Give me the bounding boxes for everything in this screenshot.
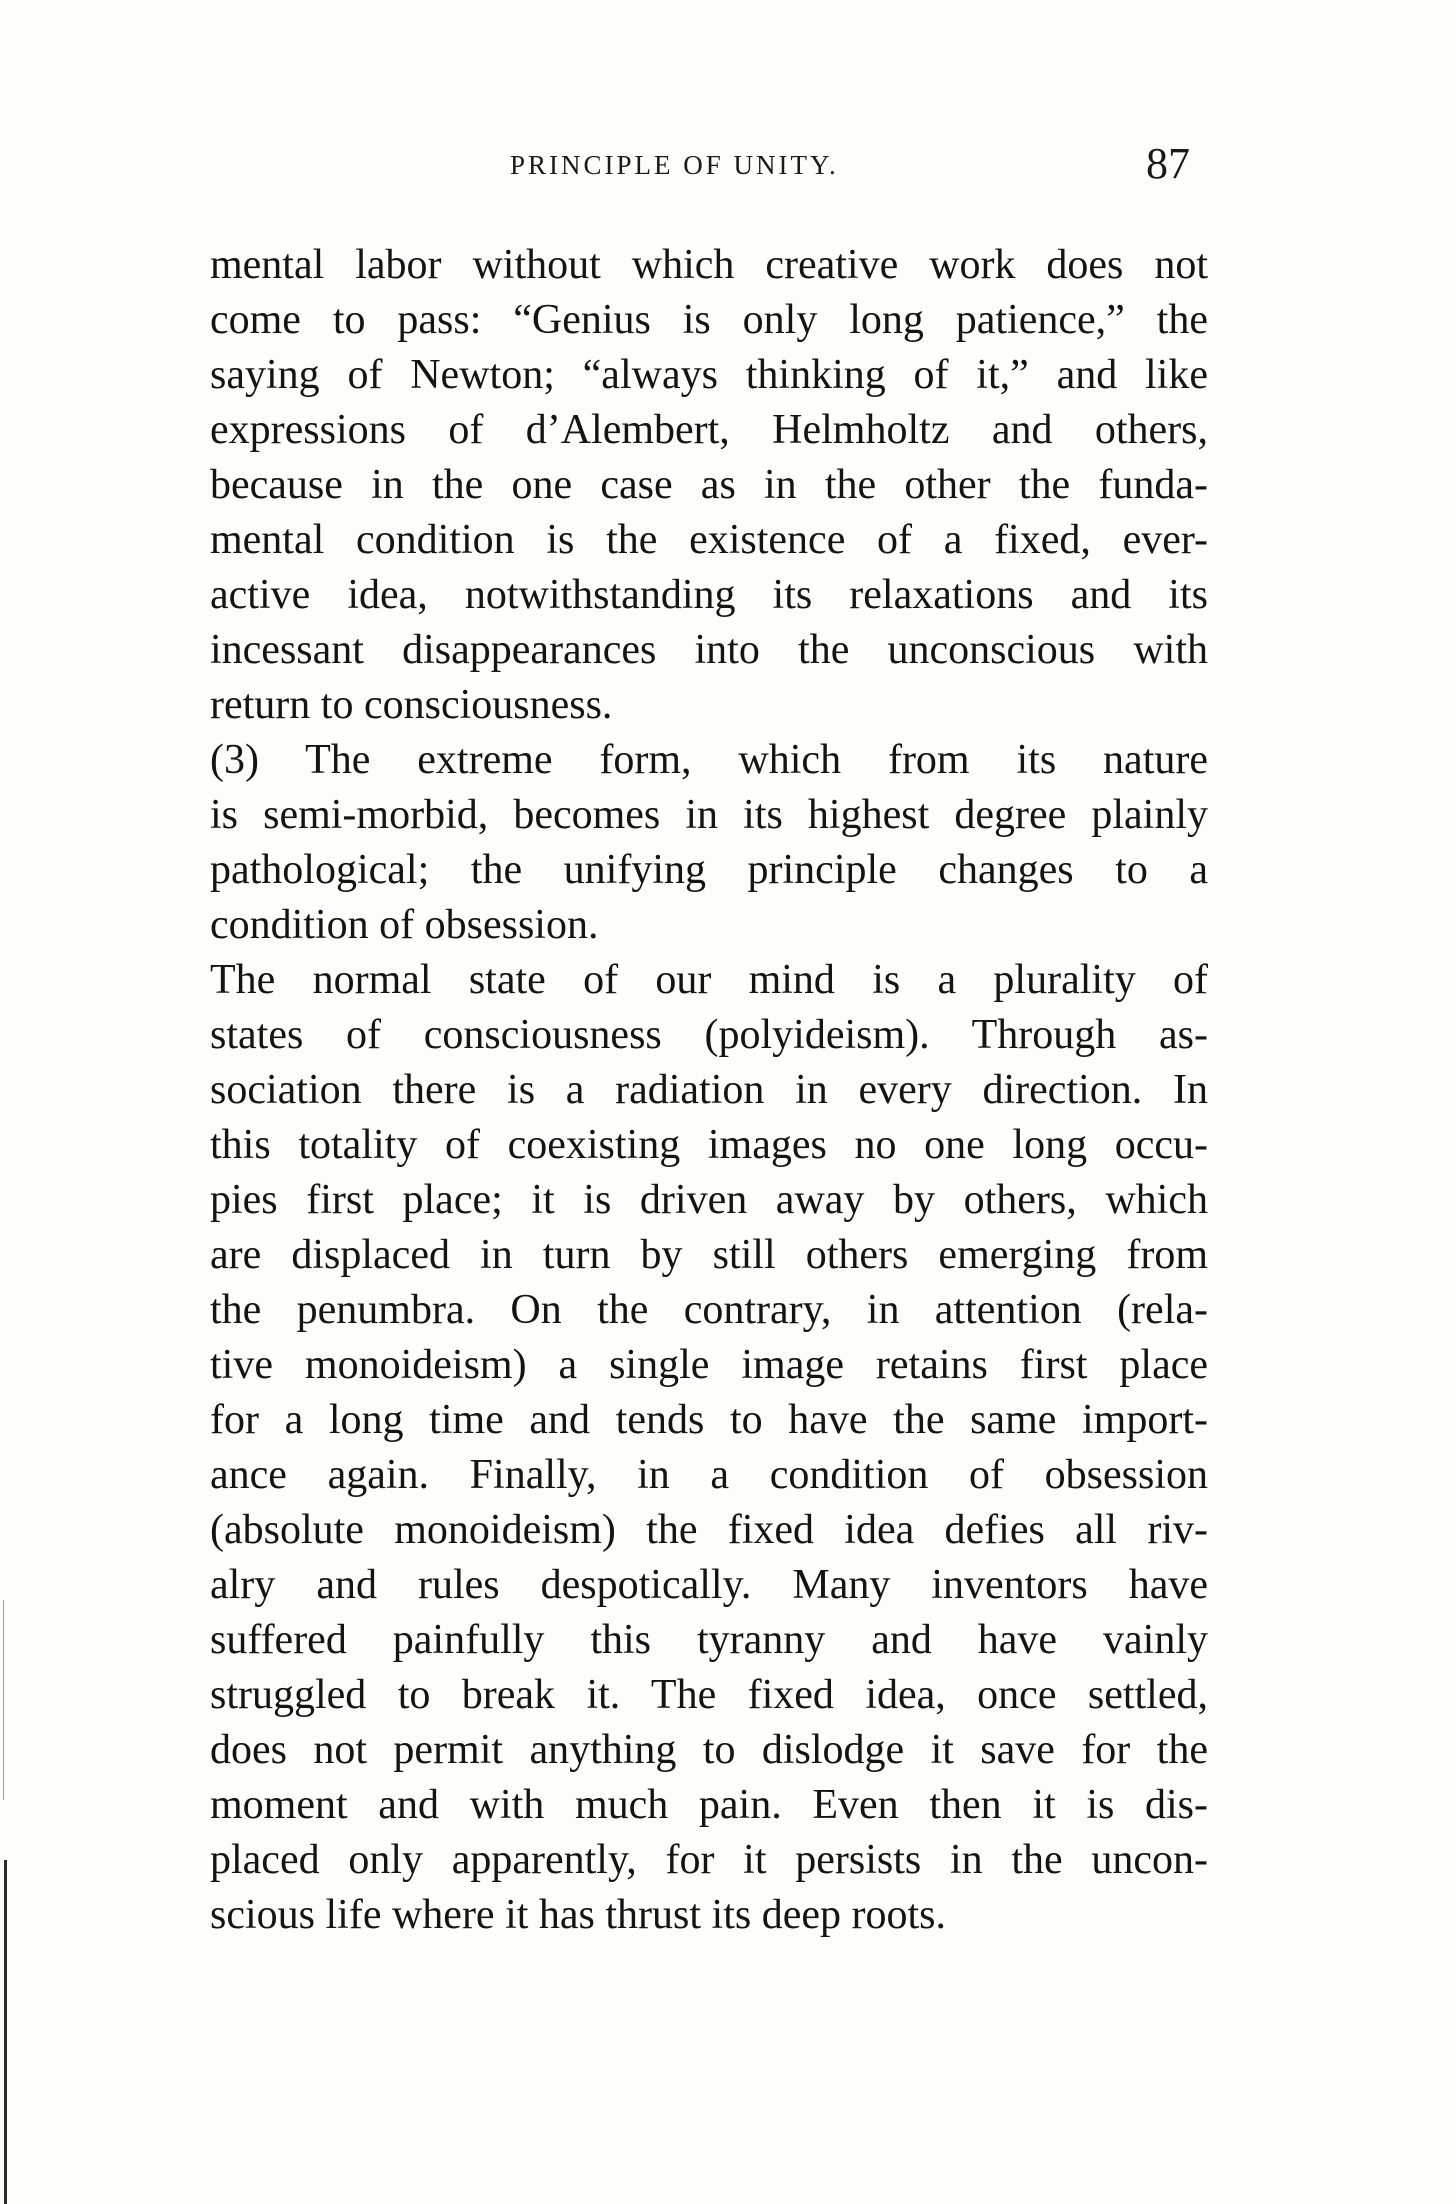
page-number: 87: [1146, 139, 1190, 188]
text-line: alry and rules despotically. Many inventors have: [210, 1562, 1208, 1608]
text-line: does not permit anything to dislodge it save for the: [210, 1727, 1208, 1773]
text-line: tive monoideism) a single image retains first place: [210, 1342, 1208, 1388]
text-line: pies first place; it is driven away by others, which: [210, 1177, 1208, 1223]
text-line: saying of Newton; “always thinking of it,” and like: [210, 352, 1208, 398]
text-line: the penumbra. On the contrary, in attention (rela-: [210, 1287, 1208, 1333]
text-line: moment and with much pain. Even then it is dis-: [210, 1782, 1208, 1828]
scan-edge-line: [4, 1860, 7, 2204]
text-line: pathological; the unifying principle changes to a: [210, 847, 1208, 893]
text-line: condition of obsession.: [210, 902, 599, 948]
text-line: ance again. Finally, in a condition of obsession: [210, 1452, 1208, 1498]
body-text: [210, 238, 1208, 1943]
text-line: struggled to break it. The fixed idea, once settled,: [210, 1672, 1208, 1718]
text-line: because in the one case as in the other the funda-: [210, 462, 1208, 508]
text-line: suffered painfully this tyranny and have vainly: [210, 1617, 1208, 1663]
scan-edge-shadow: [3, 1600, 4, 1800]
text-line: mental condition is the existence of a fixed, ever-: [210, 517, 1208, 563]
text-line: is semi-morbid, becomes in its highest degree plainly: [210, 792, 1208, 838]
text-line: sociation there is a radiation in every direction. In: [210, 1067, 1208, 1113]
text-line: scious life where it has thrust its deep roots.: [210, 1892, 947, 1938]
running-head: PRINCIPLE OF UNITY.: [510, 150, 839, 180]
text-line: come to pass: “Genius is only long patience,” the: [210, 297, 1208, 343]
text-line: mental labor without which creative work does not: [210, 242, 1208, 288]
text-line: (3) The extreme form, which from its nature: [210, 737, 1208, 783]
text-line: active idea, notwithstanding its relaxations and its: [210, 572, 1208, 618]
text-line: return to consciousness.: [210, 682, 613, 728]
text-line: The normal state of our mind is a plurality of: [210, 957, 1208, 1003]
text-line: for a long time and tends to have the same import-: [210, 1397, 1208, 1443]
text-line: are displaced in turn by still others emerging from: [210, 1232, 1208, 1278]
text-line: this totality of coexisting images no one long occu-: [210, 1122, 1208, 1168]
text-line: (absolute monoideism) the fixed idea defies all riv-: [210, 1507, 1208, 1553]
text-line: placed only apparently, for it persists in the uncon-: [210, 1837, 1208, 1883]
text-line: states of consciousness (polyideism). Through as-: [210, 1012, 1208, 1058]
text-line: expressions of d’Alembert, Helmholtz and others,: [210, 407, 1208, 453]
text-line: incessant disappearances into the unconscious with: [210, 627, 1208, 673]
